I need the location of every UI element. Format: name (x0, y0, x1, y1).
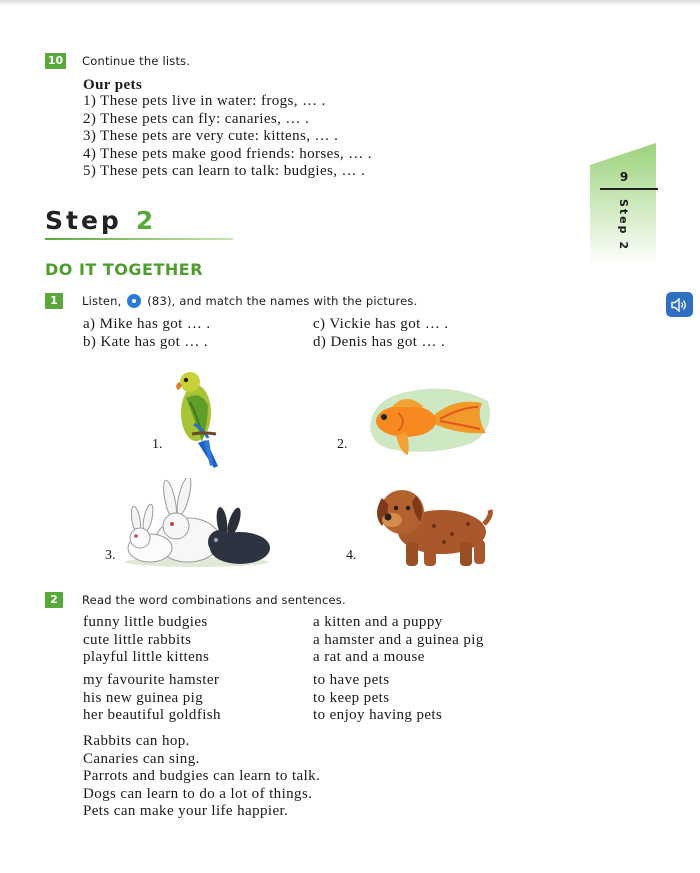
list-item: to have pets (313, 672, 390, 688)
step-number: 2 (135, 206, 157, 235)
list-item: Parrots and budgies can learn to talk. (83, 768, 321, 784)
list-item: funny little budgies (83, 614, 208, 630)
puppy-icon (368, 488, 494, 570)
list-item: a kitten and a puppy (313, 614, 443, 630)
page-number: 9 (619, 170, 629, 184)
list-item: 2) These pets can fly: canaries, … . (83, 110, 310, 127)
speaker-icon (671, 298, 689, 312)
step-underline (45, 238, 233, 240)
list-item: her beautiful goldfish (83, 707, 221, 723)
exercise-2-badge: 2 (45, 592, 63, 608)
parrot-icon (168, 368, 228, 470)
tab-divider (600, 188, 658, 190)
sentences-list (83, 733, 320, 821)
cd-icon (127, 294, 141, 308)
list-item: cute little rabbits (83, 631, 192, 648)
combinations-group-2-right (313, 672, 442, 725)
list-item: his new guinea pig (83, 689, 204, 706)
exercise-1-badge: 1 (45, 293, 63, 309)
exercise-10-badge: 10 (45, 53, 66, 69)
combinations-group-1-left (83, 614, 209, 667)
list-item: to keep pets (313, 689, 390, 706)
step-heading (45, 206, 156, 235)
our-pets-heading: Our pets (83, 77, 143, 93)
list-item: to enjoy having pets (313, 707, 443, 723)
picture-1-label: 1. (152, 437, 163, 452)
list-item: b) Kate has got … . (83, 333, 209, 350)
combinations-group-1-right (313, 614, 484, 667)
exercise-1-instruction (82, 294, 417, 308)
list-item: Pets can make your life happier. (83, 803, 289, 819)
list-item: a rat and a mouse (313, 649, 425, 665)
list-item: Dogs can learn to do a lot of things. (83, 785, 313, 802)
list-item: Canaries can sing. (83, 750, 200, 767)
exercise-10-instruction: Continue the lists. (82, 54, 191, 68)
picture-4-label: 4. (346, 548, 357, 563)
list-item: 5) These pets can learn to talk: budgies, … . (83, 163, 366, 179)
list-item: Rabbits can hop. (83, 733, 190, 749)
combinations-group-2-left (83, 672, 221, 725)
goldfish-icon (362, 377, 498, 461)
instruction-part: (83), and match the names with the pictures. (147, 294, 418, 308)
tab-step-label: Step 2 (617, 199, 630, 251)
rabbits-icon (122, 478, 272, 568)
exercise-2-instruction: Read the word combinations and sentences. (82, 593, 346, 607)
list-item: playful little kittens (83, 649, 210, 665)
audio-play-button[interactable] (666, 292, 693, 317)
picture-3-label: 3. (105, 548, 116, 563)
exercise-1-left-column (83, 316, 211, 351)
top-shadow (0, 0, 700, 6)
picture-2-label: 2. (337, 437, 348, 452)
list-item: c) Vickie has got … . (313, 316, 449, 332)
list-item: d) Denis has got … . (313, 333, 446, 350)
list-item: 4) These pets make good friends: horses, … . (83, 145, 372, 162)
list-item: a hamster and a guinea pig (313, 631, 484, 648)
step-word: Step (45, 206, 122, 235)
instruction-part: Listen, (82, 294, 122, 308)
section-title: DO IT TOGETHER (45, 260, 204, 279)
list-item: 1) These pets live in water: frogs, … . (83, 93, 326, 109)
exercise-1-right-column (313, 316, 449, 351)
list-item: 3) These pets are very cute: kittens, … . (83, 128, 339, 144)
exercise-10-list (83, 93, 372, 181)
list-item: my favourite hamster (83, 672, 220, 688)
list-item: a) Mike has got … . (83, 316, 211, 332)
